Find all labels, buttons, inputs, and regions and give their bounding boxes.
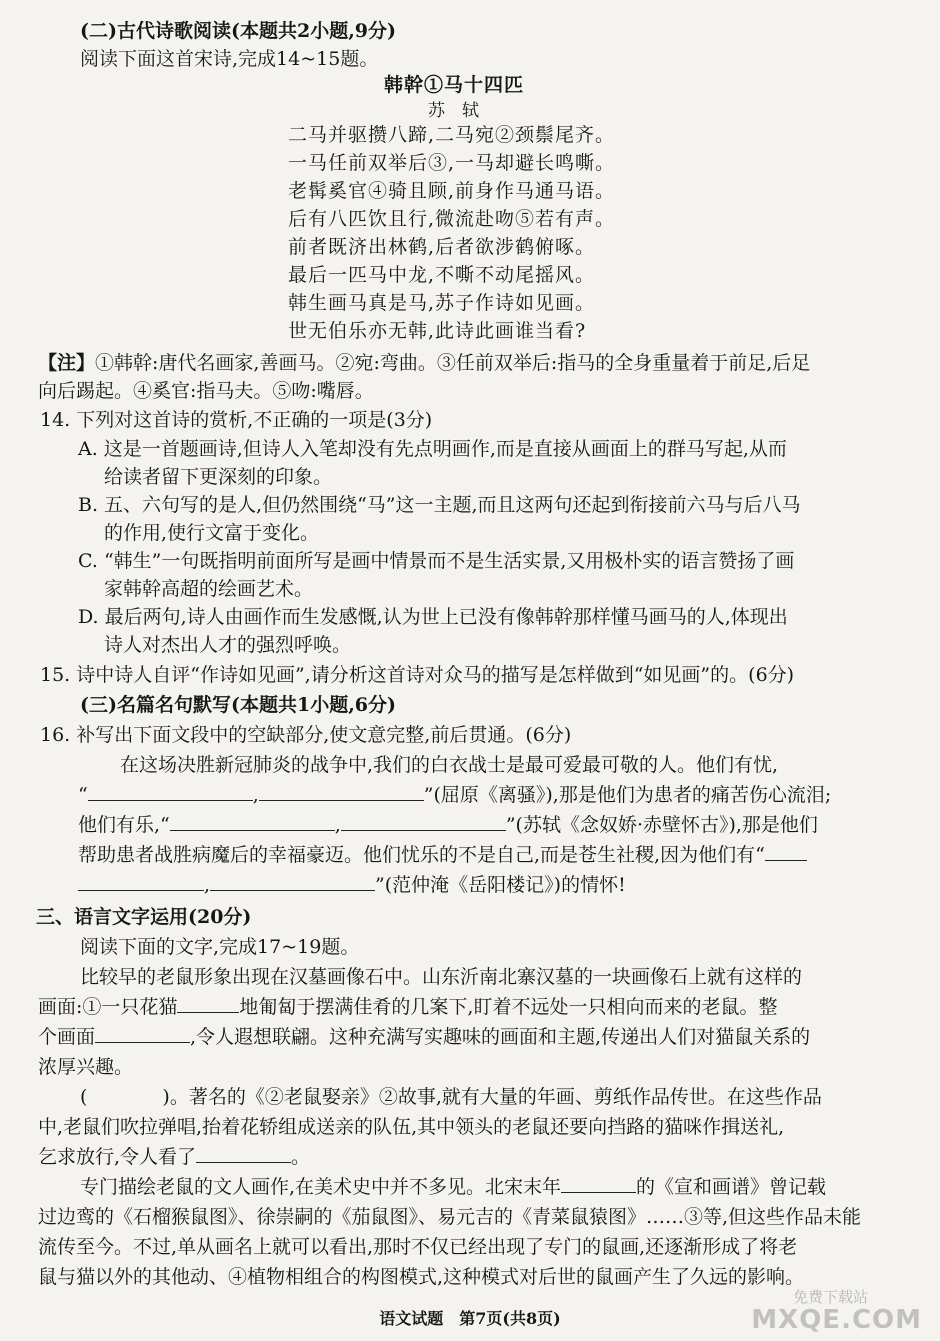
passage-line: 浓厚兴趣。 <box>38 1056 134 1078</box>
poem-line: 一马任前双举后③,一马却避长鸣嘶。 <box>288 152 616 174</box>
poem-line: 前者既济出林鹤,后者欲涉鹤俯啄。 <box>288 236 596 258</box>
passage-text: 专门描绘老鼠的文人画作,在美术史中并不多见。北宋末年 <box>80 1176 562 1198</box>
passage-text: ”(苏轼《念奴娇·赤壁怀古》),那是他们 <box>505 814 818 836</box>
passage-text: ”(屈原《离骚》),那是他们为患者的痛苦伤心流泪; <box>423 784 832 806</box>
passage-text: 。 <box>291 1146 311 1168</box>
passage-text: 乞求放行,令人看了 <box>38 1146 197 1168</box>
passage-line <box>38 1024 810 1050</box>
fill-line <box>78 812 818 838</box>
option-c: C. “韩生”一句既指明前面所写是画中情景而不是生活实景,又用极朴实的语言赞扬了画 <box>78 550 795 572</box>
watermark-logo: MXQE.COM <box>751 1305 922 1335</box>
poem-line: 二马并驱攒八蹄,二马宛②颈鬃尾齐。 <box>288 124 616 146</box>
poem-line: 最后一匹马中龙,不嘶不动尾摇风。 <box>288 264 596 286</box>
passage-line <box>80 1174 826 1200</box>
poem-title: 韩幹①马十四匹 <box>384 74 525 96</box>
option-b: B. 五、六句写的是人,但仍然围绕“马”这一主题,而且这两句还起到衔接前六马与后八马 <box>78 494 801 516</box>
section-heading-poetry: (二)古代诗歌阅读(本题共2小题,9分) <box>80 20 397 42</box>
section-heading-language: 三、语言文字运用(20分) <box>36 906 252 928</box>
poem-line: 后有八匹饮且行,微流赴吻⑤若有声。 <box>288 208 616 230</box>
note-label: 【注】 <box>38 352 96 374</box>
question-15: 15. 诗中诗人自评“作诗如见画”,请分析这首诗对众马的描写是怎样做到“如见画”的。(6分) <box>40 664 795 686</box>
passage-line <box>38 1144 310 1170</box>
comma: , <box>334 814 341 836</box>
question-14: 14. 下列对这首诗的赏析,不正确的一项是(3分) <box>40 409 433 431</box>
option-a-cont: 给读者留下更深刻的印象。 <box>104 466 333 488</box>
passage-text: 地匍匐于摆满佳肴的几案下,盯着不远处一只相向而来的老鼠。整 <box>239 996 778 1018</box>
answer-blank[interactable] <box>88 782 253 801</box>
fill-line <box>78 782 831 808</box>
poem-author: 苏 轼 <box>428 101 479 121</box>
language-intro: 阅读下面的文字,完成17~19题。 <box>80 936 360 958</box>
option-b-cont: 的作用,使行文富于变化。 <box>104 522 320 544</box>
comma: , <box>204 874 211 896</box>
answer-blank[interactable] <box>259 782 424 801</box>
answer-blank[interactable] <box>765 842 807 861</box>
question-16: 16. 补写出下面文段中的空缺部分,使文意完整,前后贯通。(6分) <box>40 724 572 746</box>
poem-line: 韩生画马真是马,苏子作诗如见画。 <box>288 292 596 314</box>
comma: , <box>252 784 259 806</box>
passage-line: 鼠与猫以外的其他动、④植物相组合的构图模式,这种模式对后世的鼠画产生了久远的影响。 <box>38 1266 805 1288</box>
watermark-caption: 免费下载站 <box>792 1288 868 1306</box>
page-footer: 语文试题 第7页(共8页) <box>379 1309 561 1328</box>
answer-blank[interactable] <box>177 994 239 1013</box>
paren-open: ( <box>80 1086 88 1108</box>
answer-blank[interactable] <box>78 872 204 891</box>
passage-line: 中,老鼠们吹拉弹唱,抬着花轿组成送亲的队伍,其中领头的老鼠还要向挡路的猫咪作揖送礼, <box>38 1116 785 1138</box>
poem-notes <box>38 350 810 376</box>
passage-text: ”(范仲淹《岳阳楼记》)的情怀! <box>375 874 626 896</box>
passage-text: 画面:①一只花猫 <box>38 996 178 1018</box>
passage-line <box>38 994 777 1020</box>
answer-blank[interactable] <box>196 1144 291 1163</box>
poem-line: 世无伯乐亦无韩,此诗此画谁当看? <box>288 320 587 342</box>
passage-line <box>80 1084 822 1110</box>
option-a: A. 这是一首题画诗,但诗人入笔却没有先点明画作,而是直接从画面上的群马写起,从而 <box>78 438 787 460</box>
passage-text: 的《宣和画谱》曾记载 <box>636 1176 827 1198</box>
answer-blank[interactable] <box>95 1024 190 1043</box>
option-d: D. 最后两句,诗人由画作而生发感慨,认为世上已没有像韩幹那样懂马画马的人,体现出 <box>78 606 788 628</box>
note-text: 向后踢起。④奚官:指马夫。⑤吻:嘴唇。 <box>38 380 374 402</box>
poem-line: 老髯奚官④骑且顾,前身作马通马语。 <box>288 180 616 202</box>
option-c-cont: 家韩幹高超的绘画艺术。 <box>104 578 314 600</box>
fill-line <box>78 842 807 868</box>
answer-blank[interactable] <box>210 872 375 891</box>
passage-line: 在这场决胜新冠肺炎的战争中,我们的白衣战士是最可爱最可敬的人。他们有忧, <box>120 754 779 776</box>
option-d-cont: 诗人对杰出人才的强烈呼唤。 <box>104 634 352 656</box>
fill-line <box>78 872 626 898</box>
passage-text: 他们有乐,“ <box>78 814 170 836</box>
answer-blank[interactable] <box>561 1174 636 1193</box>
poetry-intro: 阅读下面这首宋诗,完成14~15题。 <box>80 48 379 70</box>
passage-line: 流传至今。不过,单从画名上就可以看出,那时不仅已经出现了专门的鼠画,还逐渐形成了将老 <box>38 1236 798 1258</box>
passage-text: )。著名的《②老鼠娶亲》②故事,就有大量的年画、剪纸作品传世。在这些作品 <box>162 1086 822 1108</box>
answer-blank[interactable] <box>170 812 335 831</box>
passage-line: 过边鸾的《石榴猴鼠图》、徐崇嗣的《茄鼠图》、易元吉的《青菜鼠猿图》……③等,但这些作品未能 <box>38 1206 862 1228</box>
answer-blank[interactable] <box>341 812 506 831</box>
section-heading-recitation: (三)名篇名句默写(本题共1小题,6分) <box>80 694 397 716</box>
passage-text: 帮助患者战胜病魔后的幸福豪迈。他们忧乐的不是自己,而是苍生社稷,因为他们有“ <box>78 844 765 866</box>
passage-text: ,令人遐想联翩。这种充满写实趣味的画面和主题,传递出人们对猫鼠关系的 <box>190 1026 811 1048</box>
passage-text: 个画面 <box>38 1026 96 1048</box>
note-text: ①韩幹:唐代名画家,善画马。②宛:弯曲。③任前双举后:指马的全身重量着于前足,后足 <box>95 352 811 374</box>
quote-mark: “ <box>78 784 88 806</box>
passage-line: 比较早的老鼠形象出现在汉墓画像石中。山东沂南北寨汉墓的一块画像石上就有这样的 <box>80 966 803 988</box>
